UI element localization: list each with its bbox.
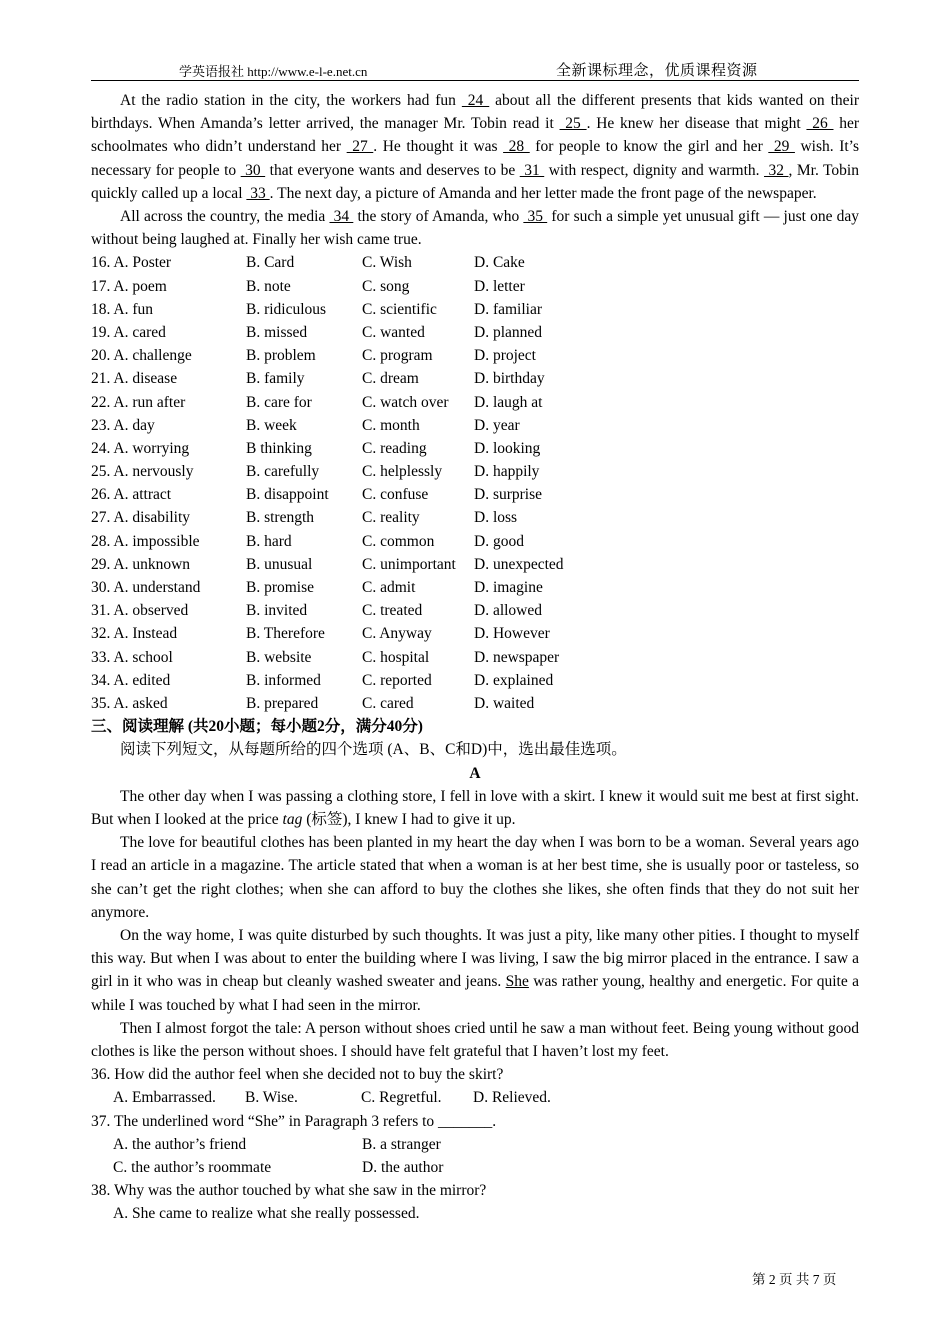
blank-28: 28 [503,138,530,156]
option-d: D. Relieved. [473,1089,551,1107]
option-b: B. care for [246,393,312,411]
option-c: C. scientific [362,300,437,318]
blank-34: 34 [329,208,354,226]
section-instruction: 阅读下列短文，从每题所给的四个选项 (A、B、C和D)中，选出最佳选项。 [120,741,627,759]
cloze-options-list [91,251,859,715]
blank-29: 29 [768,138,795,156]
option-b: B. problem [246,347,316,365]
option-a: 31. A. observed [91,602,189,620]
option-c: C. song [362,277,410,295]
blank-26: 26 [806,115,834,133]
option-c: C. program [362,347,433,365]
option-a: 35. A. asked [91,694,168,712]
cloze-paragraph-2: All across the country, the media 34 the story of Amanda, who 35 for such a simple yet unusual gift — just one day without being laughed at. Finally her wish came true. [91,208,859,249]
option-d: D. surprise [474,486,543,504]
option-d: D. project [474,347,536,365]
option-b: B. promise [246,579,315,597]
question-38-option-a: A. She came to realize what she really possessed. [113,1205,420,1223]
blank-33: 33 [246,184,270,202]
section-title: 三、阅读理解 (共20小题；每小题2分，满分40分) [91,718,423,736]
option-c: C. dream [362,370,419,388]
option-b: B. invited [246,602,308,620]
option-d: D. explained [474,671,554,689]
option-d: D. newspaper [474,648,560,666]
cloze-option-row [91,553,859,576]
blank-24: 24 [461,92,490,109]
option-c: C. helplessly [362,463,443,481]
option-b: B. Therefore [246,625,325,643]
option-a: 33. A. school [91,648,173,666]
option-d: D. Cake [474,254,525,272]
option-b: B. note [246,277,291,295]
cloze-option-row [91,530,859,553]
option-c: C. treated [362,602,423,620]
option-b: B. Card [246,254,295,272]
option-d: D. birthday [474,370,545,388]
option-d: D. unexpected [474,555,564,573]
option-b: B. family [246,370,305,388]
option-b: B. disappoint [246,486,329,504]
option-a: A. Embarrassed. [113,1089,216,1107]
option-c: C. wanted [362,323,425,341]
cloze-option-row [91,298,859,321]
option-b: B. a stranger [362,1135,441,1153]
cloze-option-row [91,437,859,460]
option-d: D. allowed [474,602,543,620]
option-d: D. the author [362,1159,444,1176]
cloze-option-row [91,483,859,506]
option-d: D. good [474,532,524,550]
option-c: C. Regretful. [361,1089,442,1107]
cloze-option-row [91,599,859,622]
cloze-option-row [91,576,859,599]
option-d: D. year [474,416,520,434]
reading-paragraph-2: The love for beautiful clothes has been planted in my heart the day when I was born to be a woman. Several years ago I read an article in a magazine. The article stated that when a woman is at her best time, she is usually poor or tasteless, so she can’t get the right clothes; when she can afford to buy the clothes she likes, she often finds that they do not suit her anymore. [91,834,859,921]
passage-label: A [469,764,481,782]
option-a: 25. A. nervously [91,463,194,481]
option-a: 34. A. edited [91,671,171,689]
option-d: D. happily [474,463,540,481]
option-b: B. hard [246,532,292,550]
cloze-option-row [91,391,859,414]
question-38-stem: 38. Why was the author touched by what she saw in the mirror? [91,1182,487,1200]
blank-31: 31 [519,161,545,179]
option-a: 21. A. disease [91,370,178,388]
option-c: C. Wish [362,254,412,272]
option-b: B. informed [246,671,321,689]
cloze-option-row [91,414,859,437]
option-b: B. week [246,416,297,434]
option-b: B. strength [246,509,315,527]
cloze-option-row [91,321,859,344]
option-a: A. the author’s friend [113,1135,247,1153]
option-d: D. laugh at [474,393,543,411]
option-c: C. reality [362,509,420,527]
italic-word-tag: tag [282,810,303,828]
header-slogan: 全新课标理念，优质课程资源 [556,63,758,79]
option-c: C. month [362,416,420,434]
option-b: B. Wise. [245,1089,298,1107]
cloze-option-row [91,251,859,274]
option-a: 28. A. impossible [91,532,200,550]
blank-30: 30 [240,161,266,179]
option-d: D. imagine [474,579,543,597]
option-c: C. watch over [362,393,449,411]
underlined-word-she: She [505,973,529,991]
option-c: C. reading [362,439,427,457]
option-b: B. ridiculous [246,300,327,318]
option-b: B. website [246,648,312,666]
question-36-stem: 36. How did the author feel when she decided not to buy the skirt? [91,1066,504,1084]
option-c: C. admit [362,579,416,597]
question-37-options-row-1 [91,1133,859,1156]
option-b: B. missed [246,323,308,341]
option-a: 16. A. Poster [91,254,172,272]
option-c: C. unimportant [362,555,456,573]
question-36-options [91,1086,859,1109]
option-b: B thinking [246,439,312,457]
cloze-option-row [91,622,859,645]
page-header [91,58,859,81]
option-b: B. unusual [246,555,313,573]
option-c: C. reported [362,671,432,689]
cloze-option-row [91,460,859,483]
option-b: B. prepared [246,694,319,712]
option-a: 23. A. day [91,416,155,434]
cloze-option-row [91,669,859,692]
blank-27: 27 [346,138,374,156]
blank-25: 25 [559,115,587,133]
page-number: 第 2 页 共 7 页 [752,1272,837,1287]
option-b: B. carefully [246,463,320,481]
option-d: D. familiar [474,300,543,318]
cloze-option-row [91,692,859,715]
option-d: D. waited [474,694,535,712]
blank-32: 32 [764,161,789,179]
option-a: 29. A. unknown [91,555,191,573]
question-37-options-row-2 [91,1156,859,1179]
option-c: C. Anyway [362,625,432,643]
cloze-option-row [91,506,859,529]
option-c: C. hospital [362,648,430,666]
option-c: C. confuse [362,486,429,504]
option-a: 26. A. attract [91,486,172,504]
option-d: D. planned [474,323,543,341]
option-a: 18. A. fun [91,300,153,318]
page-content [91,89,859,1226]
option-c: C. cared [362,694,414,712]
cloze-paragraph-1: At the radio station in the city, the workers had fun 24 about all the different presents that kids wanted on their birthdays. When Amanda’s letter arrived, the manager Mr. Tobin read it 25 . He knew her disease that might 26 her schoolmates who didn’t understand her 27 . He thought it was 28 for people to know the girl and her 29 wish. It’s necessary for people to 30 that everyone wants and deserves to be 31 with respect, dignity and warmth. 32 , Mr. Tobin quickly called up a local 33 . The next day, a picture of Amanda and her letter made the front page of the newspaper. [91,92,860,202]
option-a: 32. A. Instead [91,625,178,643]
reading-paragraph-4: Then I almost forgot the tale: A person without shoes cried until he saw a man without feet. Being young without good clothes is like the person without shoes. I should have felt grateful that I haven’t lost my feet. [91,1019,859,1061]
question-37-stem: 37. The underlined word “She” in Paragraph 3 refers to _______. [91,1112,497,1130]
reading-paragraph-1: The other day when I was passing a clothing store, I fell in love with a skirt. I knew it would suit me best at first sight. But when I looked at the price tag (标签), I knew I had to give it up. [91,787,859,828]
option-d: D. looking [474,439,541,457]
cloze-option-row [91,646,859,669]
cloze-option-row [91,367,859,390]
option-a: 27. A. disability [91,509,191,527]
reading-paragraph-3: On the way home, I was quite disturbed by such thoughts. It was just a pity, like many other pities. I thought to myself this way. But when I was about to enter the building where I was living, I saw the big mirror placed in the entrance. I saw a girl in it who was in cheap but cleanly washed sweater and jeans. She was rather young, healthy and energetic. For quite a while I was touched by what I had seen in the mirror. [91,927,859,1014]
option-c: C. the author’s roommate [113,1159,272,1176]
option-d: D. However [474,625,550,643]
option-d: D. loss [474,509,518,527]
blank-35: 35 [523,208,548,226]
header-publisher: 学英语报社 http://www.e-l-e.net.cn [179,64,368,79]
option-a: 19. A. cared [91,323,166,341]
option-a: 20. A. challenge [91,347,192,365]
option-d: D. letter [474,277,525,295]
option-c: C. common [362,532,435,550]
cloze-option-row [91,344,859,367]
cloze-option-row [91,275,859,298]
option-a: 24. A. worrying [91,439,190,457]
option-a: 22. A. run after [91,393,186,411]
option-a: 30. A. understand [91,579,201,597]
option-a: 17. A. poem [91,277,167,295]
